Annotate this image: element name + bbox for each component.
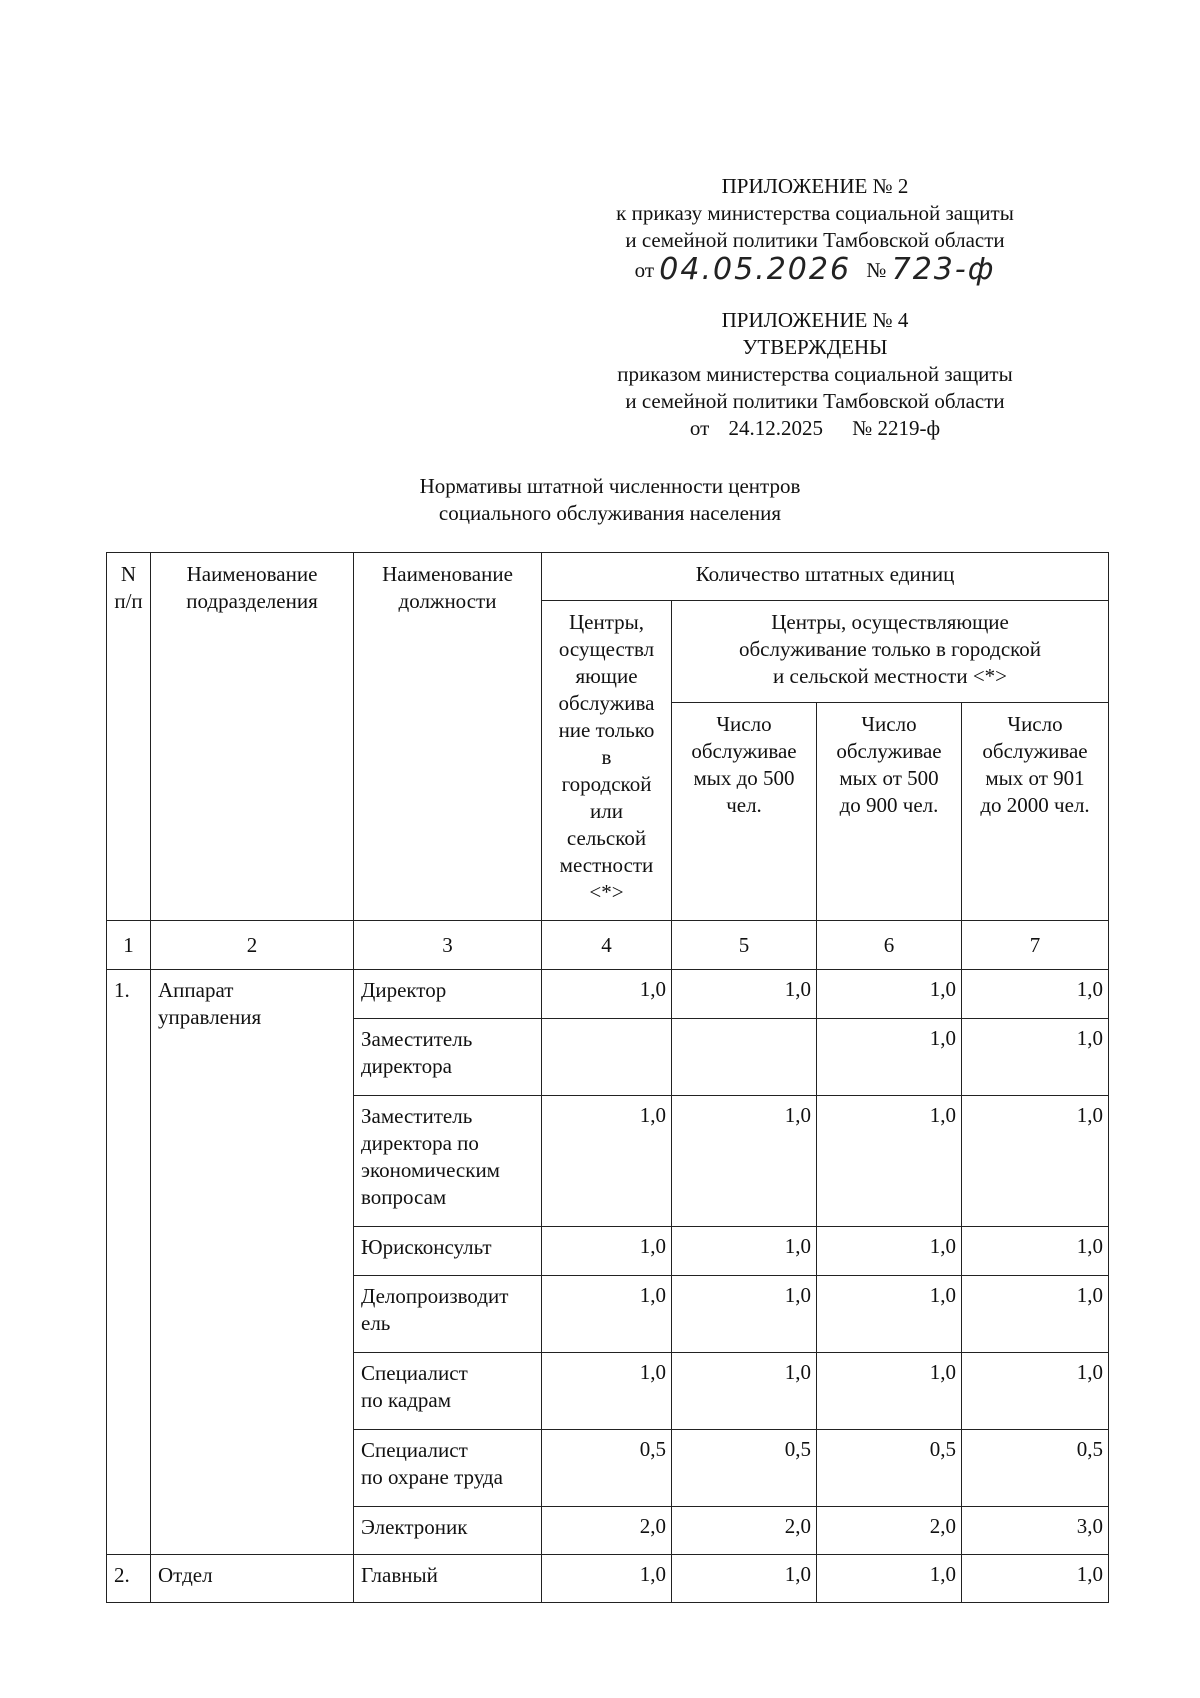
handwritten-date: 04.05.2026 (659, 252, 852, 287)
header-lines (679, 609, 1101, 690)
text-line: обслуживание только в городской (738, 637, 1042, 661)
header-lines (361, 561, 534, 615)
position-name (354, 1019, 542, 1096)
text-line: п/п (114, 589, 143, 613)
appendix-2-label: ПРИЛОЖЕНИЕ № 2 (721, 174, 909, 198)
division-name (151, 1555, 354, 1603)
text-line: N (120, 562, 137, 586)
value-cell: 1,0 (962, 970, 1109, 1019)
text-line: Отдел (158, 1563, 213, 1587)
text-line: сельской (566, 826, 647, 850)
position-name (354, 1555, 542, 1603)
table-row (107, 1555, 1109, 1603)
text-line: до 900 чел. (839, 793, 939, 817)
position-name (354, 1227, 542, 1276)
value-cell: 1,0 (962, 1227, 1109, 1276)
column-number: 6 (817, 921, 962, 970)
document-title (360, 473, 860, 527)
section-number: 2. (107, 1555, 151, 1603)
text-line: ель (361, 1311, 391, 1335)
text-line: Наименование (382, 562, 513, 586)
header-num (107, 553, 151, 921)
value-cell: 3,0 (962, 1507, 1109, 1555)
text-line: Юрисконсульт (361, 1235, 492, 1259)
text-line: и сельской местности <*> (773, 664, 1007, 688)
header-up-to-500 (672, 703, 817, 921)
position-lines (361, 1026, 534, 1080)
value-cell: 0,5 (817, 1430, 962, 1507)
header-lines (114, 561, 143, 615)
text-line: должности (398, 589, 497, 613)
position-lines (361, 1234, 534, 1261)
text-line: экономическим (361, 1158, 500, 1182)
value-cell: 1,0 (672, 1276, 817, 1353)
text-line: осуществл (558, 637, 655, 661)
header-lines (969, 711, 1101, 819)
position-name (354, 1353, 542, 1430)
text-line: ние только (558, 718, 655, 742)
division-lines (158, 977, 346, 1031)
by-order-line-2: и семейной политики Тамбовской области (625, 389, 1005, 413)
value-cell: 1,0 (672, 970, 817, 1019)
number-label: № (866, 258, 887, 282)
column-number: 3 (354, 921, 542, 970)
value-cell: 1,0 (542, 1096, 672, 1227)
value-cell: 1,0 (817, 1096, 962, 1227)
approved-label: УТВЕРЖДЕНЫ (742, 335, 888, 359)
value-cell: 1,0 (542, 1353, 672, 1430)
value-cell (672, 1019, 817, 1096)
text-line: Заместитель (361, 1104, 473, 1128)
header-row-1 (107, 553, 1109, 601)
value-cell: 0,5 (672, 1430, 817, 1507)
from-label: от (634, 258, 655, 282)
position-name (354, 1096, 542, 1227)
position-lines (361, 1103, 534, 1211)
value-cell: 1,0 (962, 1353, 1109, 1430)
value-cell: 1,0 (672, 1227, 817, 1276)
division-lines (158, 1562, 346, 1589)
header-quantity: Количество штатных единиц (542, 553, 1109, 601)
value-cell: 1,0 (962, 1555, 1109, 1603)
text-line: чел. (726, 793, 762, 817)
from-label-2: от (689, 416, 710, 440)
text-line: Аппарат (158, 978, 234, 1002)
division-name (151, 970, 354, 1555)
header-division (151, 553, 354, 921)
text-line: Заместитель (361, 1027, 473, 1051)
text-line: яющие (575, 664, 638, 688)
order-date-line (545, 415, 1085, 442)
value-cell: 1,0 (542, 970, 672, 1019)
text-line: Специалист (361, 1438, 468, 1462)
value-cell: 0,5 (542, 1430, 672, 1507)
amendment-date-line (545, 252, 1085, 287)
text-line: директора по (361, 1131, 479, 1155)
text-line: Специалист (361, 1361, 468, 1385)
text-line: подразделения (186, 589, 318, 613)
position-lines (361, 1437, 534, 1491)
header-centers-both (672, 601, 1109, 703)
column-number: 4 (542, 921, 672, 970)
text-line: по охране труда (361, 1465, 503, 1489)
text-line: городской (561, 772, 652, 796)
value-cell: 0,5 (962, 1430, 1109, 1507)
value-cell: 1,0 (817, 970, 962, 1019)
text-line: Делопроизводит (361, 1284, 509, 1308)
value-cell: 1,0 (817, 1353, 962, 1430)
column-number: 1 (107, 921, 151, 970)
to-order-line-2: и семейной политики Тамбовской области (625, 228, 1005, 252)
column-number: 5 (672, 921, 817, 970)
value-cell: 1,0 (542, 1276, 672, 1353)
by-order-line-1: приказом министерства социальной защиты (617, 362, 1013, 386)
position-lines (361, 1562, 534, 1589)
value-cell: 1,0 (817, 1276, 962, 1353)
text-line: управления (158, 1005, 262, 1029)
text-line: Центры, осуществляющие (771, 610, 1009, 634)
column-number: 2 (151, 921, 354, 970)
text-line: обслуживае (836, 739, 942, 763)
text-line: мых до 500 (693, 766, 795, 790)
position-name (354, 970, 542, 1019)
text-line: Число (1007, 712, 1063, 736)
text-line: Число (716, 712, 772, 736)
header-lines (679, 711, 809, 819)
position-lines (361, 1360, 534, 1414)
title-line-2: социального обслуживания населения (438, 501, 782, 525)
text-line: директора (361, 1054, 452, 1078)
value-cell: 1,0 (542, 1227, 672, 1276)
column-number: 7 (962, 921, 1109, 970)
text-line: до 2000 чел. (980, 793, 1090, 817)
header-901-2000 (962, 703, 1109, 921)
value-cell (542, 1019, 672, 1096)
position-name (354, 1507, 542, 1555)
text-line: мых от 500 (839, 766, 939, 790)
header-lines (158, 561, 346, 615)
text-line: обслужива (558, 691, 655, 715)
appendix-4-label: ПРИЛОЖЕНИЕ № 4 (721, 308, 909, 332)
header-lines (549, 609, 664, 906)
value-cell: 1,0 (817, 1227, 962, 1276)
text-line: вопросам (361, 1185, 447, 1209)
text-line: <*> (589, 880, 624, 904)
order-number: № 2219-ф (852, 416, 941, 440)
position-lines (361, 1283, 534, 1337)
text-line: Наименование (186, 562, 318, 586)
header-appendix-4 (545, 307, 1085, 442)
position-lines (361, 977, 534, 1004)
title-line-1: Нормативы штатной численности центров (419, 474, 801, 498)
text-line: Главный (361, 1563, 438, 1587)
text-line: Число (861, 712, 917, 736)
section-number: 1. (107, 970, 151, 1555)
table-row (107, 970, 1109, 1019)
value-cell: 1,0 (962, 1096, 1109, 1227)
column-numbers-row (107, 921, 1109, 970)
position-name (354, 1430, 542, 1507)
value-cell: 2,0 (817, 1507, 962, 1555)
text-line: местности (559, 853, 654, 877)
position-lines (361, 1514, 534, 1541)
text-line: в (601, 745, 612, 769)
value-cell: 1,0 (817, 1555, 962, 1603)
text-line: обслуживае (982, 739, 1088, 763)
text-line: Электроник (361, 1515, 468, 1539)
header-centers-single (542, 601, 672, 921)
value-cell: 1,0 (542, 1555, 672, 1603)
text-line: обслуживае (691, 739, 797, 763)
text-line: Центры, (568, 610, 645, 634)
value-cell: 1,0 (672, 1353, 817, 1430)
position-name (354, 1276, 542, 1353)
value-cell: 2,0 (542, 1507, 672, 1555)
value-cell: 1,0 (672, 1555, 817, 1603)
value-cell: 2,0 (672, 1507, 817, 1555)
header-appendix-2 (545, 173, 1085, 287)
text-line: по кадрам (361, 1388, 451, 1412)
value-cell: 1,0 (817, 1019, 962, 1096)
text-line: или (590, 799, 623, 823)
header-500-900 (817, 703, 962, 921)
value-cell: 1,0 (672, 1096, 817, 1227)
value-cell: 1,0 (962, 1019, 1109, 1096)
header-position (354, 553, 542, 921)
header-lines (824, 711, 954, 819)
text-line: Директор (361, 978, 447, 1002)
value-cell: 1,0 (962, 1276, 1109, 1353)
staffing-norms-table (106, 552, 1109, 1603)
to-order-line-1: к приказу министерства социальной защиты (616, 201, 1014, 225)
text-line: мых от 901 (985, 766, 1085, 790)
order-date: 24.12.2025 (728, 416, 823, 440)
handwritten-number: 723-ф (891, 252, 996, 287)
